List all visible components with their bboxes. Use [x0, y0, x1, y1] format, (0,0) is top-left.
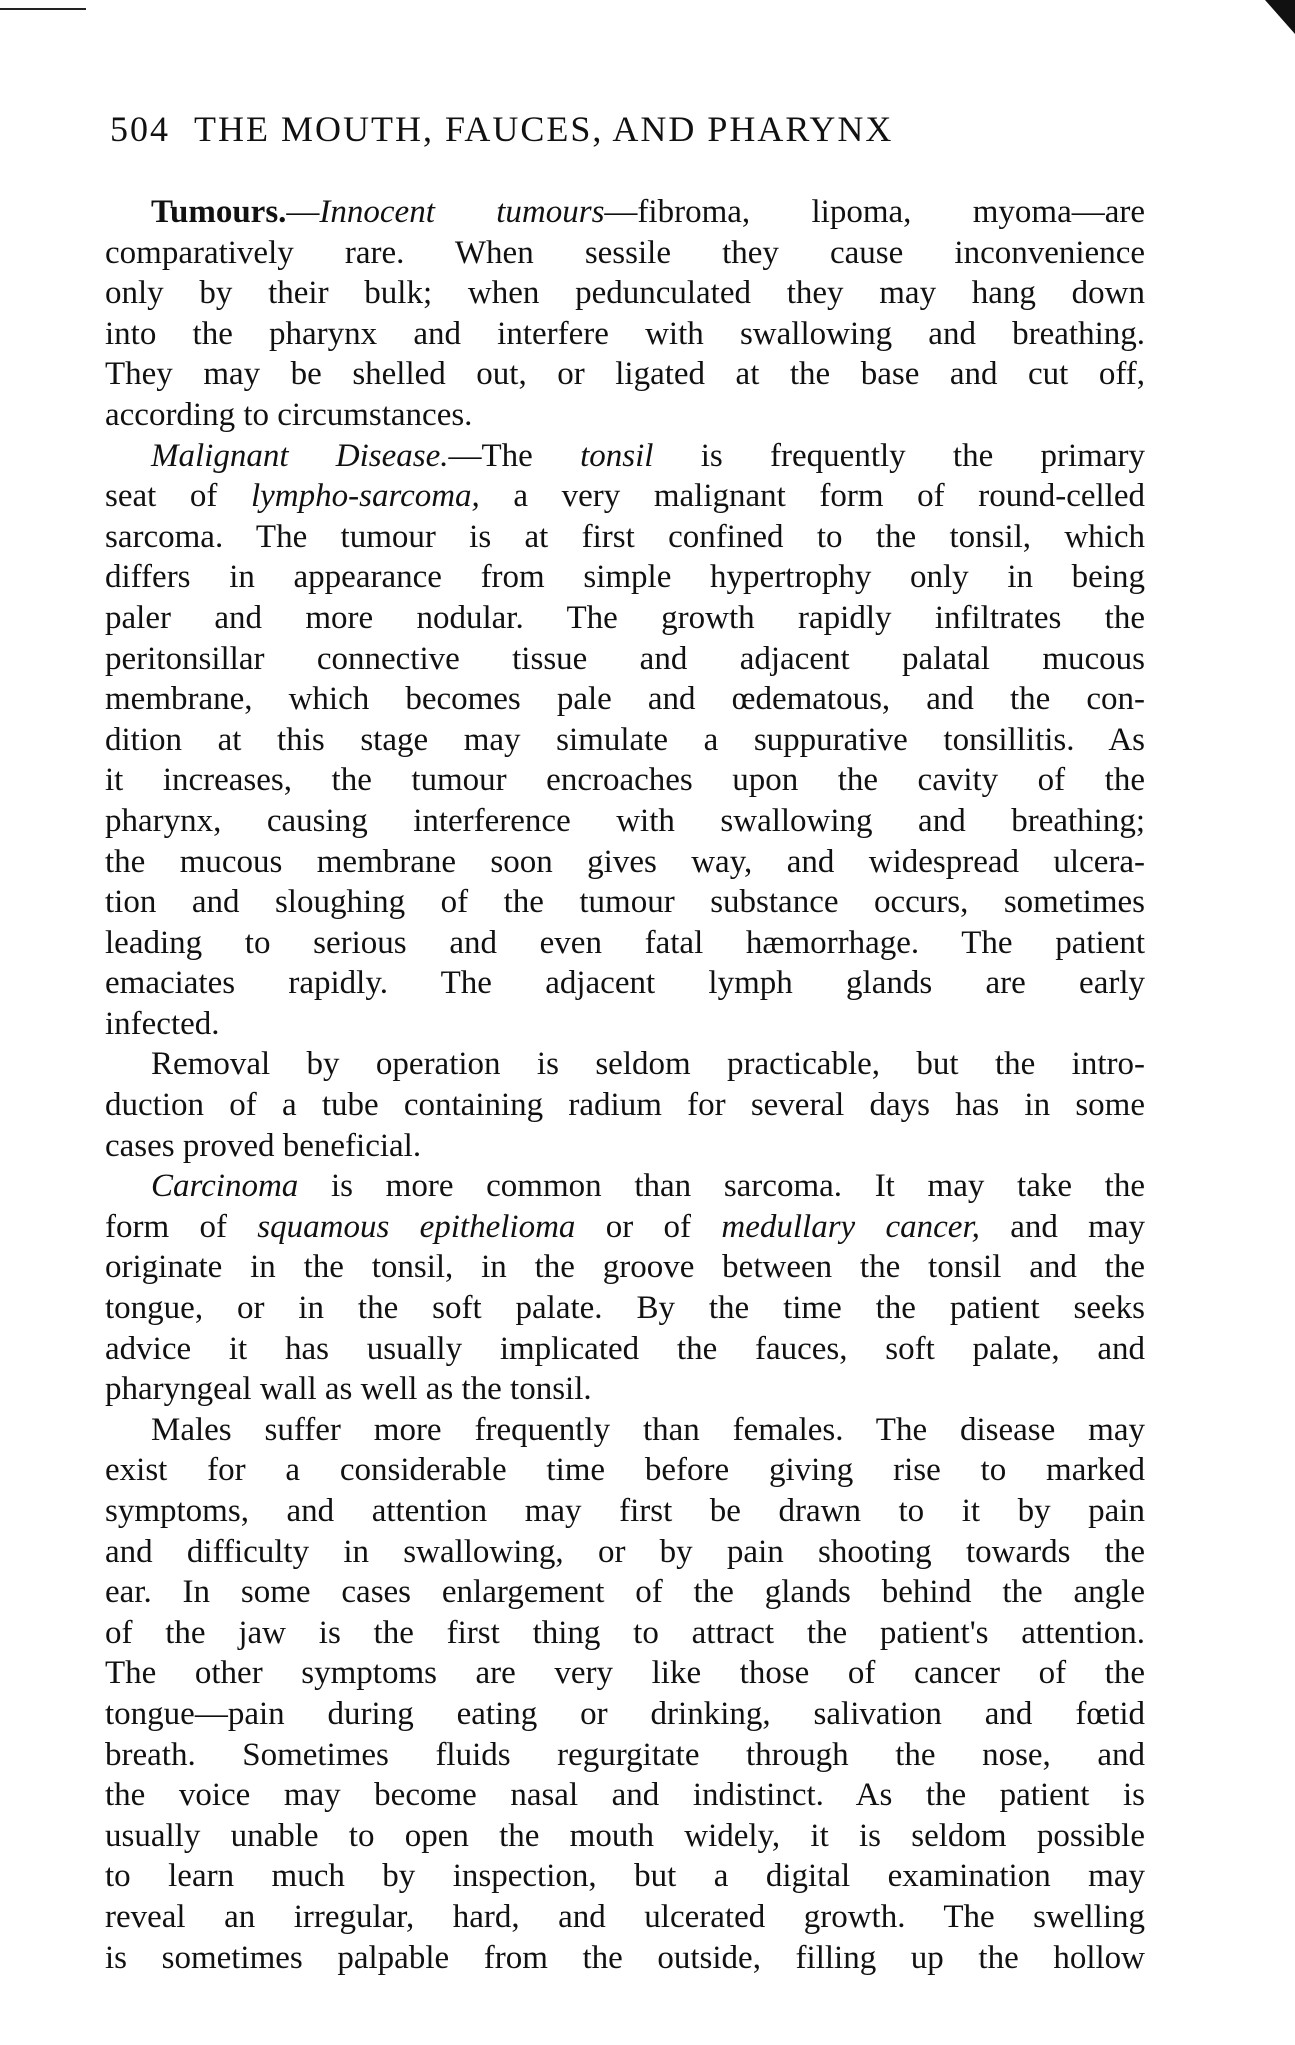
text-line — [105, 598, 1145, 639]
text-segment: tongue, or in the soft palate. By the time the patient seeks — [105, 1290, 1145, 1327]
text-segment: advice it has usually implicated the fauces, soft palate, and — [105, 1330, 1145, 1367]
page-number: 504 — [110, 109, 170, 149]
text-segment: to learn much by inspection, but a digital examination may — [105, 1858, 1145, 1895]
text-segment: a very malignant form of round-celled — [479, 478, 1145, 515]
text-line — [105, 1004, 1145, 1045]
text-line — [105, 1329, 1145, 1370]
text-line — [105, 801, 1145, 842]
text-segment: lympho-sarcoma, — [250, 478, 480, 515]
text-segment: reveal an irregular, hard, and ulcerated growth. The swelling — [105, 1898, 1145, 1935]
text-segment: comparatively rare. When sessile they cause inconvenience — [105, 234, 1145, 271]
text-line — [105, 1410, 1145, 1451]
text-segment: pharyngeal wall as well as the tonsil. — [105, 1371, 592, 1408]
text-line — [105, 842, 1145, 883]
text-segment: leading to serious and even fatal hæmorrhage. The patient — [105, 924, 1145, 961]
text-line — [105, 1613, 1145, 1654]
text-line — [105, 1572, 1145, 1613]
text-line — [105, 963, 1145, 1004]
text-line — [105, 639, 1145, 680]
text-line — [105, 1085, 1145, 1126]
text-segment: medullary cancer, — [721, 1208, 980, 1245]
corner-mark — [1265, 0, 1295, 34]
text-segment: it increases, the tumour encroaches upon the cavity of the — [105, 762, 1145, 799]
text-segment: of the jaw is the first thing to attract the patient's attention. — [105, 1614, 1145, 1651]
text-segment: Removal by operation is seldom practicable, but the intro- — [151, 1046, 1145, 1083]
text-segment: symptoms, and attention may first be drawn to it by pain — [105, 1493, 1145, 1529]
text-line — [105, 1694, 1145, 1735]
text-segment: sarcoma. The tumour is at first confined to the tonsil, which — [105, 518, 1145, 555]
text-segment: Malignant Disease. — [151, 437, 449, 474]
text-line — [105, 1369, 1145, 1410]
text-line — [105, 1288, 1145, 1329]
text-line — [105, 882, 1145, 923]
text-segment: tion and sloughing of the tumour substance occurs, sometimes — [105, 884, 1145, 921]
text-segment: Innocent tumours — [319, 194, 605, 230]
text-line — [105, 1207, 1145, 1248]
text-segment: —The — [448, 437, 581, 474]
text-segment: The other symptoms are very like those of cancer of the — [105, 1655, 1145, 1692]
text-segment: emaciates rapidly. The adjacent lymph glands are early — [105, 965, 1145, 1002]
text-segment: usually unable to open the mouth widely, it is seldom possible — [105, 1817, 1145, 1854]
text-line — [105, 679, 1145, 720]
text-line — [105, 760, 1145, 801]
text-line — [105, 1816, 1145, 1857]
text-line — [105, 1450, 1145, 1491]
text-segment: breath. Sometimes fluids regurgitate through the nose, and — [105, 1736, 1145, 1773]
text-segment: ear. In some cases enlargement of the glands behind the angle — [105, 1574, 1145, 1611]
text-line — [105, 1532, 1145, 1573]
text-segment: tonsil — [580, 437, 654, 474]
text-line — [105, 1735, 1145, 1776]
text-segment: according to circumstances. — [105, 396, 473, 433]
text-segment: and difficulty in swallowing, or by pain shooting towards the — [105, 1533, 1145, 1570]
text-segment: seat of — [105, 478, 251, 515]
text-segment: dition at this stage may simulate a suppurative tonsillitis. As — [105, 721, 1145, 758]
text-line — [105, 314, 1145, 355]
text-segment: differs in appearance from simple hypertrophy only in being — [105, 559, 1145, 596]
text-segment: membrane, which becomes pale and œdematous, and the con- — [105, 681, 1145, 718]
text-segment: infected. — [105, 1005, 220, 1042]
text-segment: is frequently the primary — [653, 437, 1145, 474]
text-segment: the voice may become nasal and indistinct. As the patient is — [105, 1777, 1145, 1814]
text-line — [105, 1775, 1145, 1816]
text-segment: only by their bulk; when pedunculated they may hang down — [105, 275, 1145, 312]
text-line — [105, 517, 1145, 558]
text-segment: Carcinoma — [151, 1168, 299, 1205]
text-segment: peritonsillar connective tissue and adjacent palatal mucous — [105, 640, 1145, 677]
text-line — [105, 395, 1145, 436]
text-line — [105, 1856, 1145, 1897]
text-segment: pharynx, causing interference with swallowing and breathing; — [105, 802, 1145, 839]
text-segment: —fibroma, lipoma, myoma—are — [604, 194, 1146, 230]
text-segment: They may be shelled out, or ligated at the base and cut off, — [105, 356, 1145, 393]
text-segment: form of — [105, 1208, 258, 1245]
text-segment: tongue—pain during eating or drinking, salivation and fœtid — [105, 1695, 1145, 1732]
text-line — [105, 436, 1145, 477]
running-head — [110, 108, 893, 150]
text-line — [105, 1897, 1145, 1938]
text-line — [105, 1653, 1145, 1694]
text-line — [105, 1166, 1145, 1207]
text-segment: exist for a considerable time before giving rise to marked — [105, 1452, 1145, 1489]
text-segment: is more common than sarcoma. It may take the — [298, 1168, 1145, 1205]
text-line — [105, 923, 1145, 964]
text-segment: cases proved beneficial. — [105, 1127, 422, 1164]
text-segment: squamous epithelioma — [257, 1208, 576, 1245]
text-line — [105, 1044, 1145, 1085]
text-line — [105, 233, 1145, 274]
text-segment: duction of a tube containing radium for several days has in some — [105, 1087, 1145, 1124]
text-line — [105, 1491, 1145, 1532]
text-segment: or of — [575, 1208, 722, 1245]
text-segment: into the pharynx and interfere with swallowing and breathing. — [105, 315, 1145, 352]
page-title: THE MOUTH, FAUCES, AND PHARYNX — [194, 109, 894, 149]
text-segment: Tumours. — [151, 194, 287, 230]
text-line — [105, 273, 1145, 314]
text-segment: the mucous membrane soon gives way, and widespread ulcera- — [105, 843, 1145, 880]
top-rule — [0, 8, 86, 10]
text-line — [105, 557, 1145, 598]
text-line — [105, 354, 1145, 395]
text-segment: is sometimes palpable from the outside, filling up the hollow — [105, 1939, 1145, 1976]
text-segment: — — [286, 194, 320, 230]
text-line — [105, 720, 1145, 761]
text-line — [105, 1126, 1145, 1167]
text-line — [105, 192, 1145, 233]
body-text — [105, 192, 1145, 1978]
text-line — [105, 476, 1145, 517]
text-segment: originate in the tonsil, in the groove between the tonsil and the — [105, 1249, 1145, 1286]
text-line — [105, 1938, 1145, 1979]
text-segment: paler and more nodular. The growth rapidly infiltrates the — [105, 599, 1145, 636]
text-line — [105, 1247, 1145, 1288]
text-segment: and may — [979, 1208, 1145, 1245]
text-segment: Males suffer more frequently than females. The disease may — [151, 1411, 1145, 1448]
